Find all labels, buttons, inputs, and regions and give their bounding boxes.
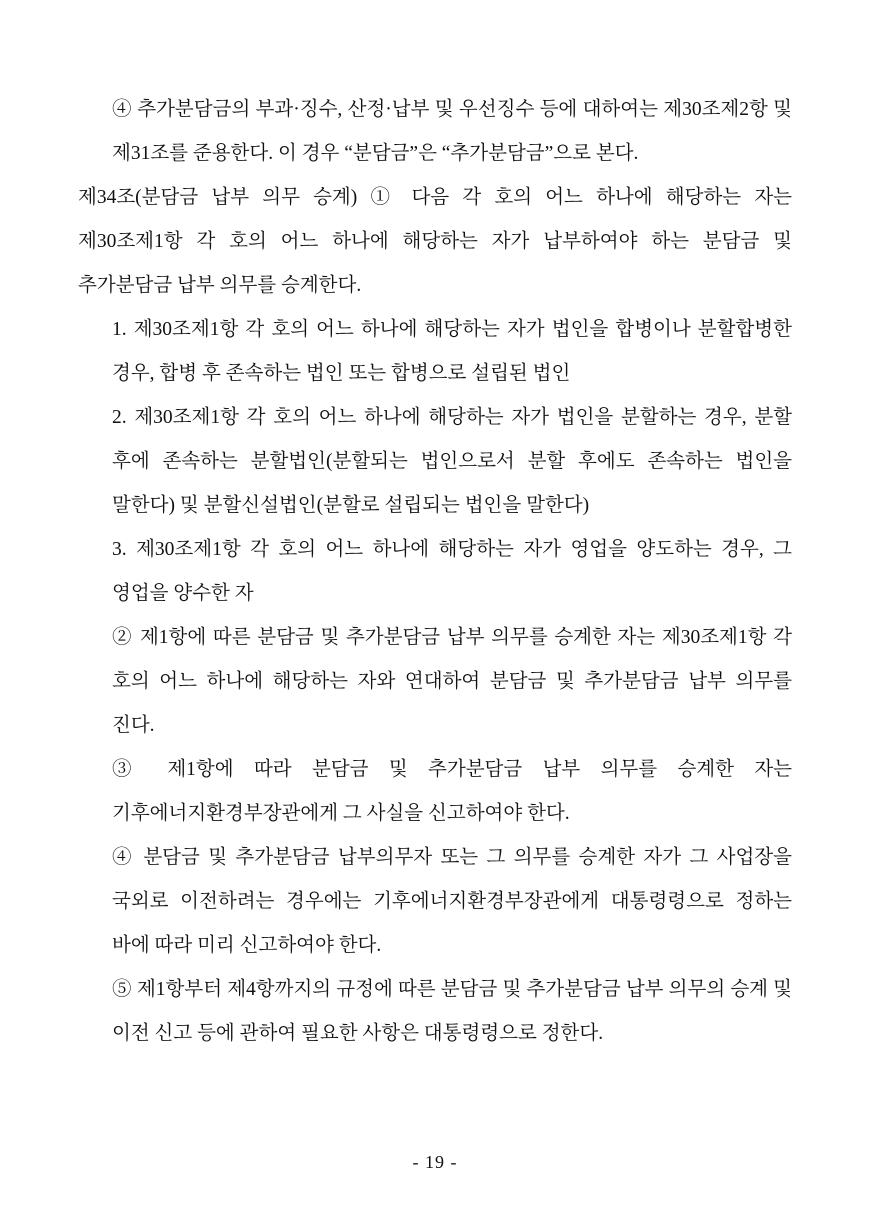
document-body	[78, 88, 792, 1056]
paragraph-art34-2: ② 제1항에 따른 분담금 및 추가분담금 납부 의무를 승계한 자는 제30조제1항 각 호의 어느 하나에 해당하는 자와 연대하여 분담금 및 추가분담금 납부 의무를 진다.	[112, 627, 792, 736]
paragraph-art34-3: ③ 제1항에 따라 분담금 및 추가분담금 납부 의무를 승계한 자는 기후에너지환경부장관에게 그 사실을 신고하여야 한다.	[112, 759, 792, 824]
paragraph-art34-item-2: 2. 제30조제1항 각 호의 어느 하나에 해당하는 자가 법인을 분할하는 경우, 분할 후에 존속하는 분할법인(분할되는 법인으로서 분할 후에도 존속하는 법인을 말한다) 및 분할신설법인(분할로 설립되는 법인을 말한다)	[112, 407, 792, 516]
paragraph-art34-5: ⑤ 제1항부터 제4항까지의 규정에 따른 분담금 및 추가분담금 납부 의무의 승계 및 이전 신고 등에 관하여 필요한 사항은 대통령령으로 정한다.	[112, 979, 792, 1044]
paragraph-art34-item-1: 1. 제30조제1항 각 호의 어느 하나에 해당하는 자가 법인을 합병이나 분할합병한 경우, 합병 후 존속하는 법인 또는 합병으로 설립된 법인	[112, 319, 792, 384]
page-number: - 19 -	[412, 1152, 458, 1172]
paragraph-art33-4: ④ 추가분담금의 부과·징수, 산정·납부 및 우선징수 등에 대하여는 제30조제2항 및 제31조를 준용한다. 이 경우 “분담금”은 “추가분담금”으로 본다.	[112, 99, 792, 164]
paragraph-art34-heading: 제34조(분담금 납부 의무 승계) ① 다음 각 호의 어느 하나에 해당하는 자는 제30조제1항 각 호의 어느 하나에 해당하는 자가 납부하여야 하는 분담금 및 추가분담금 납부 의무를 승계한다.	[78, 187, 792, 296]
paragraph-art34-item-3: 3. 제30조제1항 각 호의 어느 하나에 해당하는 자가 영업을 양도하는 경우, 그 영업을 양수한 자	[112, 539, 792, 604]
paragraph-art34-4: ④ 분담금 및 추가분담금 납부의무자 또는 그 의무를 승계한 자가 그 사업장을 국외로 이전하려는 경우에는 기후에너지환경부장관에게 대통령령으로 정하는 바에 따라 미리 신고하여야 한다.	[112, 847, 792, 956]
